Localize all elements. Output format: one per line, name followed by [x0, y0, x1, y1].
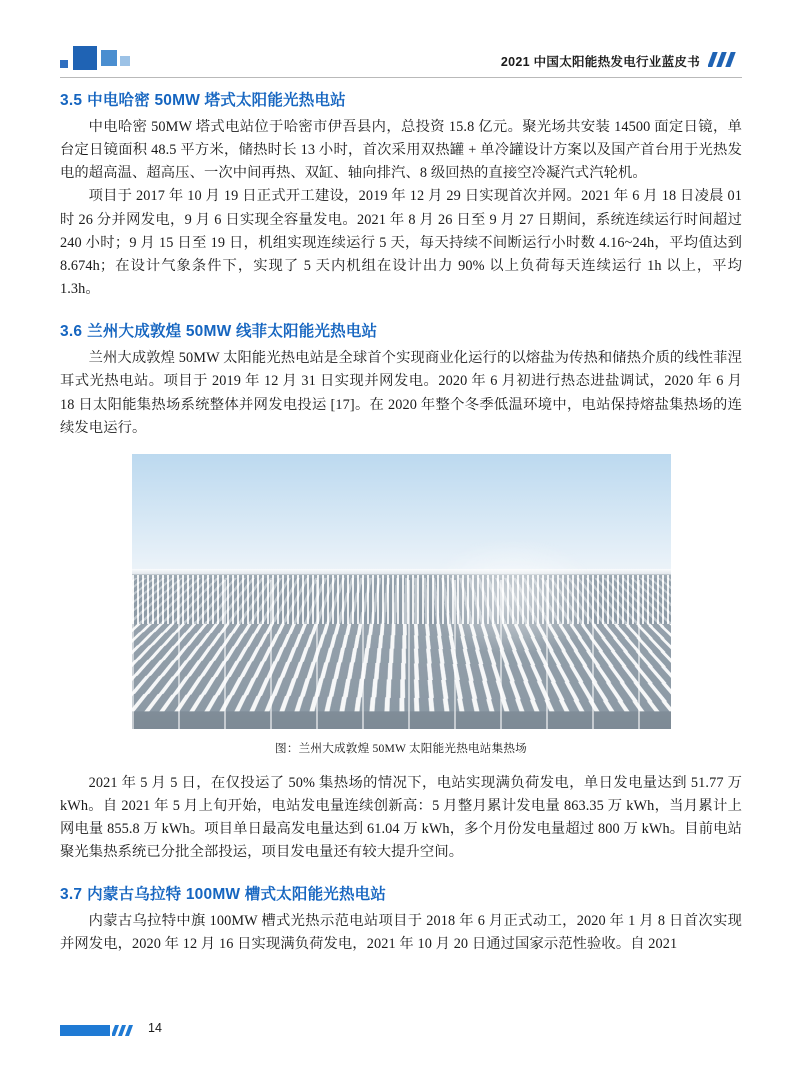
- section-3-6-heading: [60, 319, 742, 341]
- section-3-6-paragraph-2: 2021 年 5 月 5 日，在仅投运了 50% 集热场的情况下，电站实现满负荷发电，单日发电量达到 51.77 万 kWh。自 2021 年 5 月上旬开始，电站发电量连续创新高：5 月整月累计发电量 863.35 万 kWh，当月累计上网电量 855.8 万 kWh。项目单日最高发电量达到 61.04 万 kWh，多个月份发电量超过 800 万 kWh。目前电站聚光集热系统已分批全部投运，项目发电量还有较大提升空间。: [60, 774, 742, 861]
- footer-bar-icon: [60, 1025, 110, 1036]
- section-3-7-heading: [60, 882, 742, 904]
- section-3-5-heading: [60, 88, 742, 110]
- slashes-icon: [708, 52, 742, 67]
- section-3-7-paragraph-1: 内蒙古乌拉特中旗 100MW 槽式光热示范电站项目于 2018 年 6 月正式动工，2020 年 1 月 8 日首次实现并网发电，2020 年 12 月 16 日实现满负荷发电，2021 年 10 月 20 日通过国家示范性验收。自 2021: [60, 912, 742, 952]
- header-title: 2021 中国太阳能热发电行业蓝皮书: [500, 55, 700, 69]
- section-3-6-title: 兰州大成敦煌 50MW 线菲太阳能光热电站: [87, 323, 378, 341]
- page-footer: [60, 1021, 360, 1041]
- page-content: [60, 88, 742, 969]
- figure-caption: 图：兰州大成敦煌 50MW 太阳能光热电站集热场: [275, 741, 527, 755]
- section-3-5-title: 中电哈密 50MW 塔式太阳能光热电站: [87, 92, 346, 109]
- section-3-7-number: 3.7: [60, 885, 83, 903]
- section-3-7-title: 内蒙古乌拉特 100MW 槽式太阳能光热电站: [87, 885, 387, 903]
- header-divider: [60, 77, 742, 78]
- section-3-6-paragraph-1: 兰州大成敦煌 50MW 太阳能光热电站是全球首个实现商业化运行的以熔盐为传热和储热介质的线性菲涅耳式光热电站。项目于 2019 年 12 月 31 日实现并网发电。2020 年 6 月初进行热态进盐调试，2020 年 6 月 18 日太阳能集热场系统整体并网发电投运 [17]。在 2020 年整个冬季低温环境中，电站保持熔盐集热场的连续发电运行。: [60, 350, 742, 436]
- section-3-7: [60, 882, 742, 956]
- section-3-6: [60, 319, 742, 864]
- page-number: 14: [148, 1021, 162, 1035]
- footer-slashes-icon: [112, 1025, 142, 1036]
- linear-fresnel-solar-field-photo: [132, 454, 671, 729]
- section-3-6-number: 3.6: [60, 323, 83, 341]
- section-3-5-paragraph-1: 中电哈密 50MW 塔式电站位于哈密市伊吾县内，总投资 15.8 亿元。聚光场共安装 14500 面定日镜，单台定日镜面积 48.5 平方米，储热时长 13 小时，首次采用双热罐 + 单冷罐设计方案以及国产首台用于光热发电的超高温、超高压、一次中间再热、双缸、轴向排汽、8 级回热的直接空冷凝汽式汽轮机。: [60, 119, 742, 182]
- section-3-5-paragraph-2: 项目于 2017 年 10 月 19 日正式开工建设，2019 年 12 月 29 日实现首次并网。2021 年 6 月 18 日凌晨 01 时 26 分并网发电，9 月 6 日实现全容量发电。2021 年 8 月 26 日至 9 月 27 日期间，系统连续运行时间超过 240 小时；9 月 15 日至 19 日，机组实现连续运行 5 天，每天持续不间断运行小时数 4.16~24h，平均值达到 8.674h；在设计气象条件下，实现了 5 天内机组在设计出力 90% 以上负荷每天连续运行 1h 以上，平均 1.3h。: [60, 188, 742, 298]
- figure-block: [60, 454, 742, 756]
- squares-logo-icon: [60, 46, 138, 76]
- section-3-5: [60, 88, 742, 301]
- section-3-5-number: 3.5: [60, 92, 83, 109]
- page-header: [60, 44, 742, 78]
